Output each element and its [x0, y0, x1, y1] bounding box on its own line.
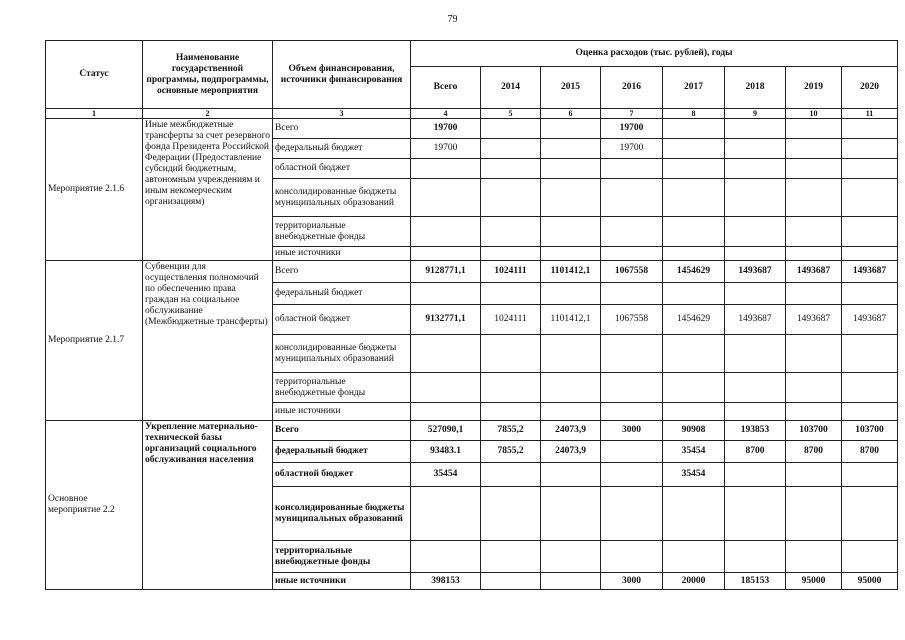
value-cell — [725, 119, 786, 139]
value-cell: 1493687 — [725, 305, 786, 335]
header-status: Статус — [46, 41, 143, 109]
value-cell — [411, 541, 481, 573]
value-cell — [786, 335, 842, 373]
value-cell — [481, 335, 541, 373]
value-cell: 3000 — [601, 573, 663, 590]
value-cell — [842, 247, 898, 261]
funding-source-cell: консолидированные бюджеты муниципальных образований — [273, 179, 411, 217]
value-cell — [481, 487, 541, 541]
value-cell: 24073,9 — [541, 421, 601, 441]
value-cell: 90908 — [663, 421, 725, 441]
value-cell — [481, 139, 541, 159]
value-cell — [786, 179, 842, 217]
value-cell — [481, 283, 541, 305]
value-cell: 185153 — [725, 573, 786, 590]
value-cell — [663, 403, 725, 421]
value-cell: 103700 — [842, 421, 898, 441]
value-cell — [481, 463, 541, 487]
program-name-cell: Субвенции для осуществления полномочий по обеспечению права граждан на социальное обслуживание (Межбюджетные трансферты) — [143, 261, 273, 421]
value-cell — [842, 463, 898, 487]
program-name-cell: Иные межбюджетные трансферты за счет резервного фонда Президента Российской Федерации (Предоставление субсидий бюджетным, автономным учреждениям и иным некомерческим организациям) — [143, 119, 273, 261]
value-cell: 1024111 — [481, 261, 541, 283]
value-cell: 95000 — [786, 573, 842, 590]
funding-source-cell: иные источники — [273, 573, 411, 590]
value-cell — [481, 179, 541, 217]
index-cell: 11 — [842, 109, 898, 119]
value-cell — [725, 283, 786, 305]
value-cell — [786, 217, 842, 247]
value-cell: 20000 — [663, 573, 725, 590]
value-cell — [481, 217, 541, 247]
value-cell — [541, 463, 601, 487]
value-cell: 95000 — [842, 573, 898, 590]
value-cell — [842, 373, 898, 403]
page-number: 79 — [447, 14, 458, 25]
budget-table — [45, 40, 898, 590]
funding-source-cell: областной бюджет — [273, 159, 411, 179]
value-cell: 8700 — [786, 441, 842, 463]
funding-source-cell: Всего — [273, 261, 411, 283]
value-cell: 19700 — [601, 119, 663, 139]
value-cell — [786, 247, 842, 261]
value-cell — [481, 159, 541, 179]
funding-source-cell: областной бюджет — [273, 463, 411, 487]
value-cell: 1493687 — [725, 261, 786, 283]
index-cell: 5 — [481, 109, 541, 119]
table-row — [46, 261, 898, 283]
funding-source-cell: федеральный бюджет — [273, 441, 411, 463]
index-cell: 2 — [143, 109, 273, 119]
header-year: 2017 — [663, 67, 725, 109]
value-cell — [481, 541, 541, 573]
value-cell — [411, 159, 481, 179]
value-cell — [601, 179, 663, 217]
value-cell — [786, 403, 842, 421]
value-cell — [541, 119, 601, 139]
value-cell — [786, 139, 842, 159]
funding-source-cell: федеральный бюджет — [273, 139, 411, 159]
value-cell — [786, 283, 842, 305]
value-cell — [725, 247, 786, 261]
value-cell — [786, 119, 842, 139]
value-cell — [411, 179, 481, 217]
status-cell: Мероприятие 2.1.7 — [46, 261, 143, 421]
value-cell: 35454 — [663, 463, 725, 487]
value-cell — [541, 217, 601, 247]
value-cell: 1493687 — [842, 305, 898, 335]
value-cell — [663, 217, 725, 247]
value-cell — [601, 463, 663, 487]
index-cell: 1 — [46, 109, 143, 119]
value-cell — [541, 247, 601, 261]
value-cell — [725, 159, 786, 179]
value-cell — [842, 403, 898, 421]
value-cell — [725, 403, 786, 421]
value-cell: 19700 — [411, 119, 481, 139]
index-cell: 4 — [411, 109, 481, 119]
value-cell: 398153 — [411, 573, 481, 590]
value-cell: 103700 — [786, 421, 842, 441]
value-cell: 1454629 — [663, 305, 725, 335]
value-cell — [541, 573, 601, 590]
value-cell — [842, 217, 898, 247]
funding-source-cell: областной бюджет — [273, 305, 411, 335]
index-cell: 10 — [786, 109, 842, 119]
value-cell: 1024111 — [481, 305, 541, 335]
funding-source-cell: иные источники — [273, 403, 411, 421]
value-cell: 19700 — [601, 139, 663, 159]
value-cell — [541, 541, 601, 573]
value-cell — [601, 159, 663, 179]
header-year: 2015 — [541, 67, 601, 109]
funding-source-cell: территориальные внебюджетные фонды — [273, 373, 411, 403]
value-cell — [601, 373, 663, 403]
value-cell: 1493687 — [786, 305, 842, 335]
value-cell — [663, 179, 725, 217]
index-cell: 7 — [601, 109, 663, 119]
value-cell — [842, 335, 898, 373]
value-cell — [411, 217, 481, 247]
value-cell — [786, 159, 842, 179]
value-cell — [481, 247, 541, 261]
index-row — [46, 109, 898, 119]
value-cell — [842, 119, 898, 139]
value-cell — [541, 487, 601, 541]
value-cell: 1067558 — [601, 305, 663, 335]
value-cell: 7855,2 — [481, 421, 541, 441]
value-cell: 7855,2 — [481, 441, 541, 463]
value-cell: 1493687 — [842, 261, 898, 283]
value-cell: 9128771,1 — [411, 261, 481, 283]
value-cell — [842, 487, 898, 541]
value-cell — [725, 487, 786, 541]
value-cell: 1493687 — [786, 261, 842, 283]
value-cell — [481, 403, 541, 421]
value-cell — [842, 541, 898, 573]
funding-source-cell: территориальные внебюджетные фонды — [273, 217, 411, 247]
value-cell — [786, 463, 842, 487]
value-cell — [663, 139, 725, 159]
table-row — [46, 421, 898, 441]
value-cell — [601, 283, 663, 305]
value-cell — [601, 217, 663, 247]
value-cell — [601, 441, 663, 463]
value-cell — [663, 487, 725, 541]
value-cell — [663, 283, 725, 305]
status-cell: Мероприятие 2.1.6 — [46, 119, 143, 261]
program-name-cell: Укрепление материально-технической базы организаций социального обслуживания населения — [143, 421, 273, 590]
value-cell — [725, 463, 786, 487]
value-cell: 527090,1 — [411, 421, 481, 441]
value-cell — [541, 139, 601, 159]
value-cell — [842, 179, 898, 217]
value-cell — [541, 283, 601, 305]
table-row — [46, 119, 898, 139]
value-cell — [541, 159, 601, 179]
value-cell: 24073,9 — [541, 441, 601, 463]
header-program-name: Наименование государственной программы, подпрограммы, основные мероприятия — [143, 41, 273, 109]
header-year: 2020 — [842, 67, 898, 109]
funding-source-cell: консолидированные бюджеты муниципальных образований — [273, 487, 411, 541]
value-cell — [725, 139, 786, 159]
index-cell: 6 — [541, 109, 601, 119]
value-cell — [601, 403, 663, 421]
value-cell: 93483.1 — [411, 441, 481, 463]
value-cell — [725, 335, 786, 373]
value-cell — [601, 335, 663, 373]
value-cell — [725, 179, 786, 217]
value-cell — [541, 179, 601, 217]
header-funding: Объем финансирования, источники финансирования — [273, 41, 411, 109]
funding-source-cell: консолидированные бюджеты муниципальных образований — [273, 335, 411, 373]
value-cell — [481, 119, 541, 139]
value-cell — [541, 373, 601, 403]
value-cell — [663, 373, 725, 403]
value-cell: 193853 — [725, 421, 786, 441]
value-cell — [411, 335, 481, 373]
value-cell — [786, 541, 842, 573]
value-cell: 3000 — [601, 421, 663, 441]
value-cell — [663, 247, 725, 261]
header-estimate: Оценка расходов (тыс. рублей), годы — [411, 41, 898, 67]
value-cell — [481, 373, 541, 403]
value-cell — [842, 159, 898, 179]
value-cell — [481, 573, 541, 590]
value-cell — [411, 403, 481, 421]
header-year: 2016 — [601, 67, 663, 109]
value-cell — [842, 139, 898, 159]
value-cell — [786, 487, 842, 541]
header-year: Всего — [411, 67, 481, 109]
funding-source-cell: Всего — [273, 119, 411, 139]
value-cell — [411, 487, 481, 541]
value-cell — [411, 247, 481, 261]
value-cell — [663, 159, 725, 179]
value-cell — [663, 119, 725, 139]
header-year: 2018 — [725, 67, 786, 109]
status-cell: Основное мероприятие 2.2 — [46, 421, 143, 590]
index-cell: 8 — [663, 109, 725, 119]
value-cell — [601, 541, 663, 573]
value-cell — [541, 403, 601, 421]
value-cell — [842, 283, 898, 305]
index-cell: 3 — [273, 109, 411, 119]
value-cell: 8700 — [842, 441, 898, 463]
value-cell — [663, 541, 725, 573]
value-cell — [663, 335, 725, 373]
value-cell — [725, 373, 786, 403]
funding-source-cell: Всего — [273, 421, 411, 441]
value-cell — [786, 373, 842, 403]
value-cell — [725, 217, 786, 247]
value-cell: 1454629 — [663, 261, 725, 283]
value-cell — [725, 541, 786, 573]
value-cell — [601, 247, 663, 261]
value-cell: 35454 — [411, 463, 481, 487]
value-cell — [411, 373, 481, 403]
value-cell: 1101412,1 — [541, 305, 601, 335]
value-cell — [411, 283, 481, 305]
value-cell: 1101412,1 — [541, 261, 601, 283]
value-cell: 9132771,1 — [411, 305, 481, 335]
funding-source-cell: иные источники — [273, 247, 411, 261]
value-cell — [601, 487, 663, 541]
funding-source-cell: федеральный бюджет — [273, 283, 411, 305]
index-cell: 9 — [725, 109, 786, 119]
funding-source-cell: территориальные внебюджетные фонды — [273, 541, 411, 573]
value-cell: 19700 — [411, 139, 481, 159]
value-cell: 8700 — [725, 441, 786, 463]
header-year: 2019 — [786, 67, 842, 109]
value-cell — [541, 335, 601, 373]
value-cell: 35454 — [663, 441, 725, 463]
value-cell: 1067558 — [601, 261, 663, 283]
header-year: 2014 — [481, 67, 541, 109]
